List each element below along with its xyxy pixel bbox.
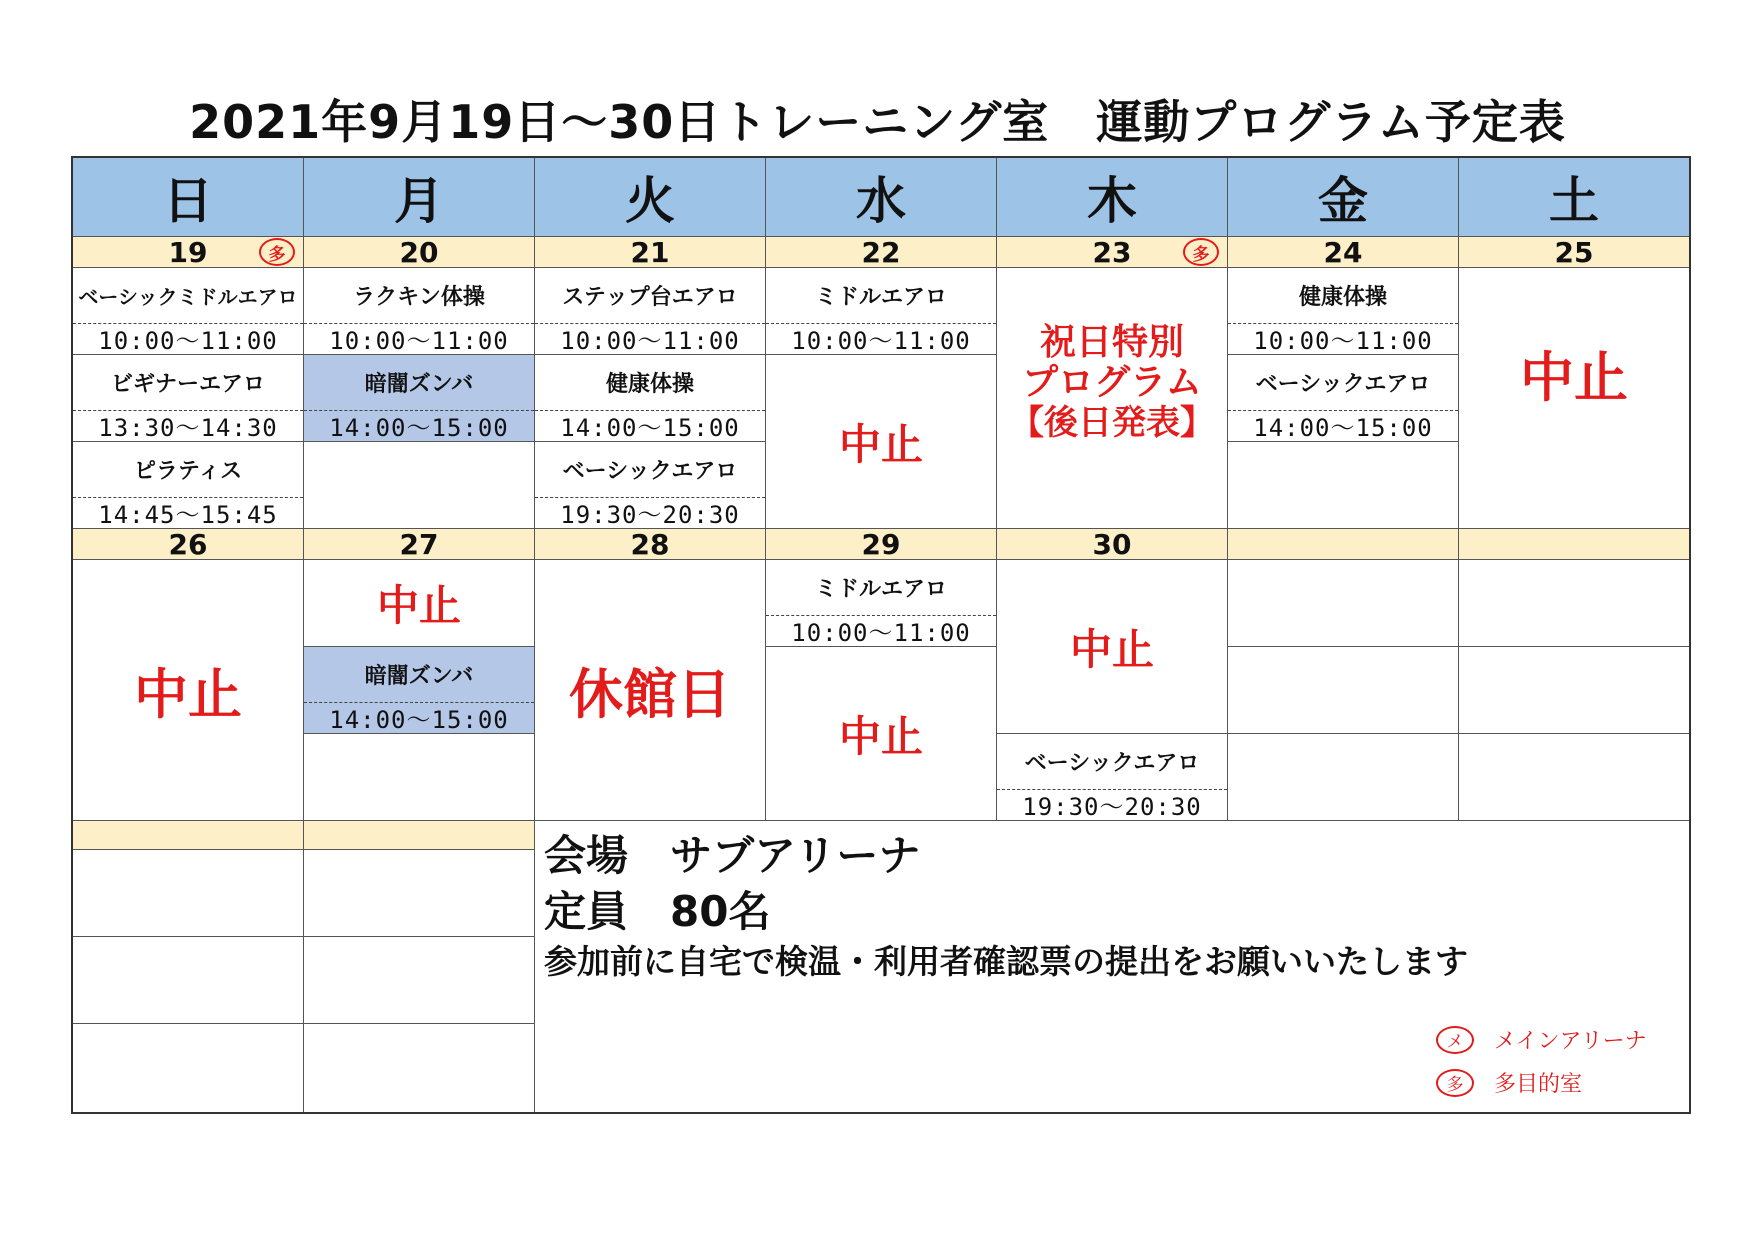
program-slot bbox=[766, 560, 997, 647]
empty-slot bbox=[73, 850, 304, 937]
program-slot bbox=[1228, 268, 1459, 355]
date-cell: 20 bbox=[304, 237, 535, 268]
date-cell-empty bbox=[73, 821, 304, 850]
cancelled-label: 中止 bbox=[766, 647, 997, 821]
program-slot bbox=[1228, 355, 1459, 442]
program-name: ミドルエアロ bbox=[766, 560, 996, 616]
venue-text: 会場 サブアリーナ bbox=[544, 831, 921, 880]
weekday-wed: 水 bbox=[766, 158, 997, 237]
legend-item bbox=[1436, 1067, 1582, 1098]
special-line-2: プログラム bbox=[1022, 362, 1202, 403]
cancelled-label: 中止 bbox=[73, 560, 304, 821]
program-name: ラクキン体操 bbox=[304, 268, 534, 324]
empty-slot bbox=[304, 850, 535, 937]
special-line-1: 祝日特別 bbox=[1039, 322, 1184, 363]
program-slot bbox=[304, 647, 535, 734]
program-slot bbox=[73, 442, 304, 529]
date-cell bbox=[1459, 529, 1689, 560]
program-slot bbox=[535, 268, 766, 355]
cancelled-label: 中止 bbox=[766, 355, 997, 529]
program-slot bbox=[535, 442, 766, 529]
program-time: 14:00～15:00 bbox=[560, 414, 740, 442]
program-name: 暗闇ズンバ bbox=[304, 647, 534, 703]
empty-slot bbox=[1228, 560, 1459, 647]
multipurpose-room-icon: 多 bbox=[1436, 1069, 1474, 1097]
info-text bbox=[544, 828, 1468, 984]
program-time: 10:00～11:00 bbox=[98, 327, 278, 355]
program-time: 10:00～11:00 bbox=[791, 327, 971, 355]
empty-slot bbox=[1459, 560, 1689, 647]
cancelled-label: 中止 bbox=[997, 560, 1228, 734]
capacity-text: 定員 80名 bbox=[544, 887, 771, 936]
date-cell: 21 bbox=[535, 237, 766, 268]
date-number: 19 bbox=[168, 235, 208, 269]
weekday-sat: 土 bbox=[1459, 158, 1689, 237]
date-cell: 25 bbox=[1459, 237, 1689, 268]
date-cell: 30 bbox=[997, 529, 1228, 560]
weekday-thu: 木 bbox=[997, 158, 1228, 237]
room-tag-icon: 多 bbox=[259, 238, 295, 266]
empty-slot bbox=[1228, 734, 1459, 821]
program-time: 19:30～20:30 bbox=[560, 501, 740, 529]
empty-slot bbox=[304, 442, 535, 529]
weekday-sun: 日 bbox=[73, 158, 304, 237]
program-name: 健康体操 bbox=[535, 355, 765, 411]
cancelled-label: 中止 bbox=[304, 560, 535, 647]
program-slot bbox=[304, 355, 535, 442]
program-name: ピラティス bbox=[73, 442, 303, 498]
date-cell: 28 bbox=[535, 529, 766, 560]
legend-item bbox=[1436, 1024, 1647, 1055]
date-cell bbox=[1228, 529, 1459, 560]
program-time: 10:00～11:00 bbox=[329, 327, 509, 355]
notice-text: 参加前に自宅で検温・利用者確認票の提出をお願いいたします bbox=[544, 942, 1468, 981]
empty-slot bbox=[304, 1024, 535, 1112]
program-time: 10:00～11:00 bbox=[560, 327, 740, 355]
program-slot bbox=[535, 355, 766, 442]
date-cell: 29 bbox=[766, 529, 997, 560]
main-arena-icon: メ bbox=[1436, 1026, 1474, 1054]
program-time: 19:30～20:30 bbox=[1022, 793, 1202, 821]
program-time: 14:45～15:45 bbox=[98, 501, 278, 529]
program-time: 14:00～15:00 bbox=[1253, 414, 1433, 442]
closed-label: 休館日 bbox=[535, 560, 766, 821]
program-time: 13:30～14:30 bbox=[98, 414, 278, 442]
special-line-3: 【後日発表】 bbox=[1010, 403, 1214, 443]
special-program bbox=[997, 268, 1228, 529]
empty-slot bbox=[1459, 647, 1689, 734]
program-name: 暗闇ズンバ bbox=[304, 355, 534, 411]
program-time: 10:00～11:00 bbox=[1253, 327, 1433, 355]
program-slot bbox=[997, 734, 1228, 821]
date-cell bbox=[73, 237, 304, 268]
date-cell: 26 bbox=[73, 529, 304, 560]
program-time: 14:00～15:00 bbox=[329, 706, 509, 734]
program-name: ビギナーエアロ bbox=[73, 355, 303, 411]
empty-slot bbox=[304, 937, 535, 1024]
empty-slot bbox=[1228, 442, 1459, 529]
date-cell bbox=[997, 237, 1228, 268]
program-name: ベーシックエアロ bbox=[997, 734, 1227, 790]
empty-slot bbox=[1228, 647, 1459, 734]
empty-slot bbox=[73, 1024, 304, 1112]
weekday-fri: 金 bbox=[1228, 158, 1459, 237]
weekday-mon: 月 bbox=[304, 158, 535, 237]
program-name: ミドルエアロ bbox=[766, 268, 996, 324]
date-cell-empty bbox=[304, 821, 535, 850]
date-number: 23 bbox=[1092, 235, 1132, 269]
program-slot bbox=[73, 268, 304, 355]
empty-slot bbox=[73, 937, 304, 1024]
program-slot bbox=[766, 268, 997, 355]
program-slot bbox=[304, 268, 535, 355]
program-name: 健康体操 bbox=[1228, 268, 1458, 324]
program-slot bbox=[73, 355, 304, 442]
legend-label: メインアリーナ bbox=[1494, 1029, 1647, 1054]
program-name: ベーシックエアロ bbox=[535, 442, 765, 498]
cancelled-label: 中止 bbox=[1459, 268, 1689, 529]
program-time: 10:00～11:00 bbox=[791, 619, 971, 647]
date-cell: 24 bbox=[1228, 237, 1459, 268]
program-name: ベーシックミドルエアロ bbox=[73, 268, 303, 324]
page-title: 2021年9月19日～30日トレーニング室 運動プログラム予定表 bbox=[189, 95, 1566, 149]
weekday-tue: 火 bbox=[535, 158, 766, 237]
room-tag-icon: 多 bbox=[1183, 238, 1219, 266]
program-name: ステップ台エアロ bbox=[535, 268, 765, 324]
empty-slot bbox=[304, 734, 535, 821]
program-name: ベーシックエアロ bbox=[1228, 355, 1458, 411]
empty-slot bbox=[1459, 734, 1689, 821]
date-cell: 22 bbox=[766, 237, 997, 268]
date-cell: 27 bbox=[304, 529, 535, 560]
program-time: 14:00～15:00 bbox=[329, 414, 509, 442]
legend-label: 多目的室 bbox=[1494, 1072, 1583, 1097]
